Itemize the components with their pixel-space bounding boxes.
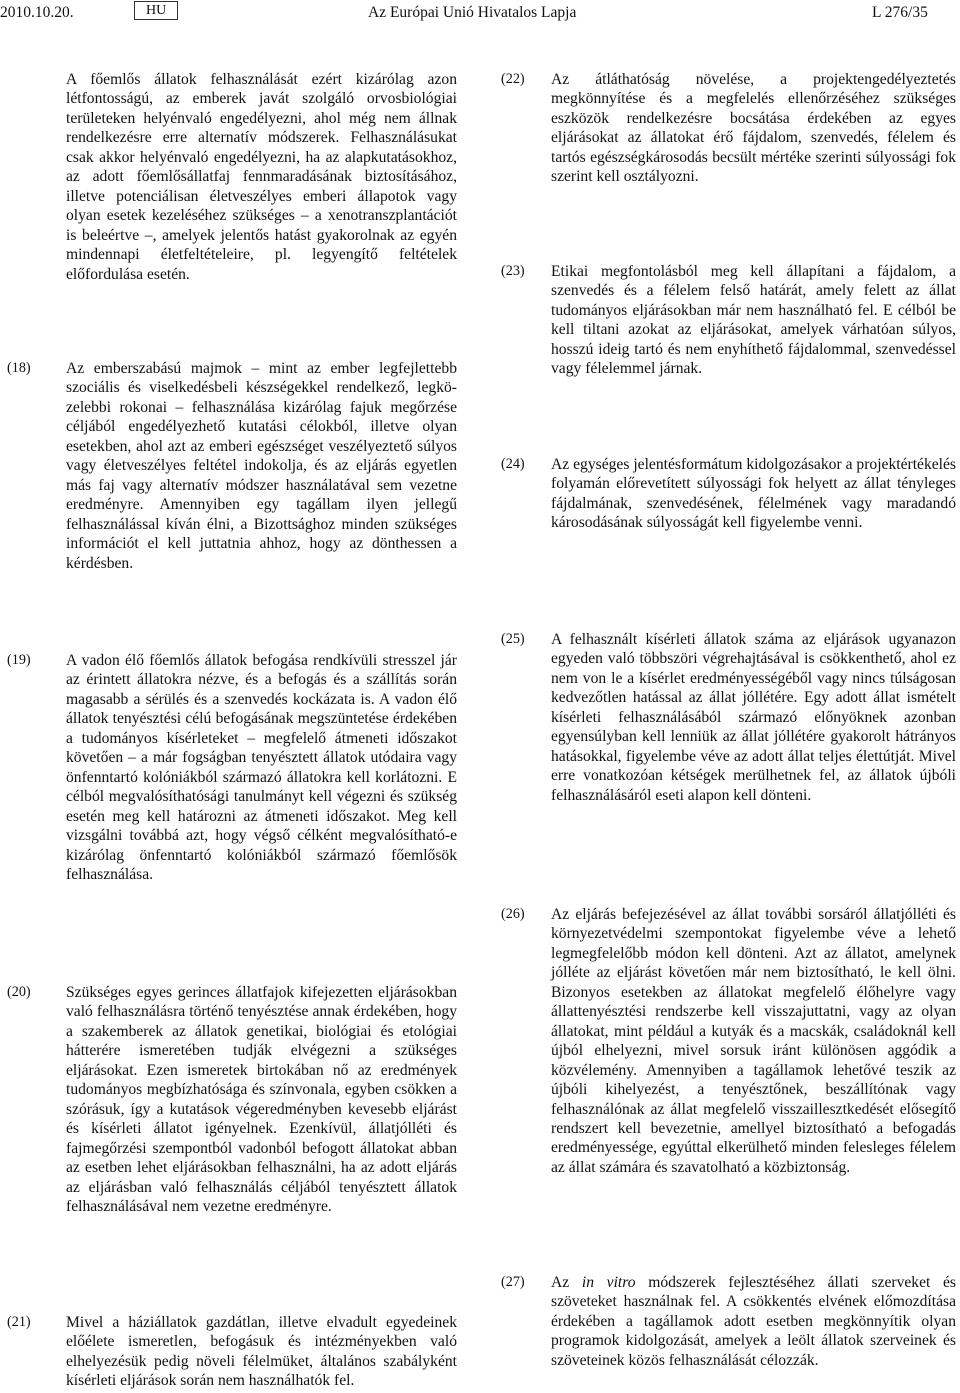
paragraph-27-text-start: Az bbox=[551, 1274, 582, 1291]
paragraph-20: Szükséges egyes gerinces állatfajok kifejezetten eljárásokban való felhasználásra történő tenyésztése annak érdekében, hogy a szakemberek az állatok genetikai, biológiai és etológiai hátterére ismeretében tudják elvégezni a szükséges eljárásokat. Ezen ismeretek birtokában nő az eredmények tudományos megbízhatósága és színvonala, egyben csökken a szórásuk, így a kutatások végeredményben kevesebb eljárást és kísérleti állatot igényelnek. Ezenkívül, állatjólléti és fajmegőrzési szempontból vadonból befogott állatokat abban az esetben lehet eljárásokban felhasználni, ha az adott eljárás az eljárásban való felhasználás céljából tenyésztett állatok felhasználásával nem vezetne eredményre. bbox=[66, 984, 457, 1215]
paragraph-19: A vadon élő főemlős állatok befogása rendkívüli stresszel jár az érintett állatokra nézve, és a befogás és a szállítás során magasabb a sérülés és a szenvedés kockázata is. A vadon élő állatok tenyésztési célú befogásának megszüntetése érdekében a tudományos kísérleteket – megfelelő átmeneti időszakot követően – a már fogságban tenyésztett állatok utódaira vagy önfenntartó kolóniákból származó állatokra kell korlátozni. E célból megvalósíthatósági tanulmányt kell végezni és szükség esetén meg kell határozni az átmeneti időszakot. Meg kell vizsgálni továbbá azt, hogy végső célként megvalósítható-e kizárólag önfenntartó kolóniákból származó főemlősök felhasználása. bbox=[66, 652, 457, 883]
paragraph-number: (25) bbox=[501, 631, 525, 647]
publication-date: 2010.10.20. bbox=[0, 4, 74, 21]
paragraph-number: (19) bbox=[7, 652, 31, 668]
paragraph-number: (23) bbox=[501, 263, 525, 279]
paragraph-27 bbox=[551, 1273, 956, 1370]
paragraph-27-text-end: módszerek fejlesztéséhez állati szerveket és szöveteket használnak fel. A csökkentés elvének előmozdítása érdekében a tagállamok adott esetben megkönnyítik olyan programok kidolgozását, amelyek a leölt állatok szerveinek és szöveteinek közös felhasználását célozzák. bbox=[551, 1274, 956, 1369]
paragraph-21: Mivel a háziállatok gazdátlan, illetve elvadult egyedeinek előélete ismeretlen, befogásuk és intézményekben való elhelyezésük pedig növeli félelmüket, általános szabályként kísérleti eljárások során nem használhatók fel. bbox=[66, 1314, 457, 1390]
paragraph-number: (21) bbox=[7, 1314, 31, 1330]
paragraph-23: Etikai megfontolásból meg kell állapítani a fájdalom, a szenvedés és a félelem felső határát, amely felett az állat tudományos eljárásokban már nem használható fel. E célból be kell tiltani azokat az eljárásokat, amelyek várhatóan súlyos, hosszú ideig tartó és nem enyhíthető fájdalommal, szenvedéssel vagy félelemmel járnak. bbox=[551, 263, 956, 378]
paragraph-17-continuation: A főemlős állatok felhasználását ezért kizárólag azon létfontosságú, az emberek javát szolgáló orvosbiológiai területeken helyénvaló engedélyezni, ahol még nem állnak rendelkezésre erre alternatív módszerek. Felhasználásukat csak akkor helyénvaló engedélyezni, ha az alapkutatásokhoz, az adott főemlősállatfaj fennmaradásának biztosításához, illetve potenciálisan életveszélyes emberi állapotok vagy olyan esetek kezeléséhez szükséges – a xenotranszplantációt is beleértve –, amelyek jelentős hatást gyakorolnak az egyén mindennapi életfeltételeire, pl. legyengítő feltételek előfordulása esetén. bbox=[66, 71, 457, 283]
journal-title: Az Európai Unió Hivatalos Lapja bbox=[368, 4, 577, 21]
page-number: L 276/35 bbox=[872, 4, 928, 21]
paragraph-25: A felhasznált kísérleti állatok száma az eljárások ugyanazon egyeden való többszöri végrehajtásával is csökkenthető, ahol ez nem von le a kísérlet eredményességéből vagy nincs túlságosan kedvezőtlen hatással az állat jóllétére. Egy adott állat ismételt kísérleti felhasználásából származó előnyöknek azonban egyensúlyban kell lenniük az állat jóllétére gyakorolt hátrányos hatásokkal, figyelembe véve az adott állat teljes élettútját. Mivel erre vonatkozóan kétségek merülhetnek fel, az állatok újbóli felhasználásáról eseti alapon kell dönteni. bbox=[551, 631, 956, 804]
paragraph-22: Az átláthatóság növelése, a projektengedélyeztetés megkönnyítése és a megfelelés ellenőrzéséhez szükséges eszközök rendelkezésre bocsátása érdekében az egyes eljárásokat az állatokat érő fájdalom, szenvedés, félelem és tartós egészségkárosodás becsült mértéke szerinti súlyossági fok szerint kell osztályozni. bbox=[551, 71, 956, 186]
paragraph-number: (18) bbox=[7, 360, 31, 376]
paragraph-number: (22) bbox=[501, 71, 525, 87]
paragraph-18: Az emberszabású majmok – mint az ember legfejlettebb szociális és viselkedésbeli készségekkel rendelkező, legközelebbi rokonai – felhasználása kizárólag fajuk megőrzése céljából engedélyezhető kutatási célokból, illetve olyan esetekben, ahol azt az emberi egészséget veszélyeztető súlyos vagy életveszélyes feltétel indokolja, és az eljárás egyetlen más faj vagy alternatív módszer használatával sem vezetne eredményre. Amennyiben egy tagállam ilyen jellegű felhasználással kíván élni, a Bizottsághoz minden szükséges információt el kell juttatnia ahhoz, hogy az dönthessen a kérdésben. bbox=[66, 360, 457, 572]
paragraph-number: (26) bbox=[501, 906, 525, 922]
language-badge: HU bbox=[134, 1, 178, 20]
paragraph-26: Az eljárás befejezésével az állat további sorsáról állatjólléti és környezetvédelmi szempontokat figyelembe véve a lehető legmegfelelőbb módon kell dönteni. Azt az állatot, amelynek jólléte az eljárást követően már nem biztosítható, le kell ölni. Bizonyos esetekben az állatokat megfelelő élőhelyre vagy állattenyésztési rendszerbe kell visszajuttatni, vagy az olyan állatokat, mint például a kutyák és a macskák, családoknál kell újból elhelyezni, mivel sorsuk iránt különösen aggódik a közvélemény. Amennyiben a tagállamok lehetővé teszik az újbóli kihelyezést, a tenyésztőnek, beszállítónak vagy felhasználónak az állat megfelelő visszaillesztkedését elősegítő rendszert kell bevezetnie, amellyel biztosítható a befogadás eredményessége, egyúttal elkerülhető minden felesleges félelem az állat számára és szavatolható a közbiztonság. bbox=[551, 906, 956, 1176]
paragraph-number: (24) bbox=[501, 456, 525, 472]
paragraph-number: (20) bbox=[7, 984, 31, 1000]
page-header bbox=[0, 0, 960, 26]
paragraph-number: (27) bbox=[501, 1274, 525, 1290]
paragraph-24: Az egységes jelentésformátum kidolgozásakor a projektértékelés folyamán előrevetített súlyossági fok helyett az állat tényleges fájdalmának, szenvedésének, félelmének vagy maradandó károsodásának súlyosságát kell figyelembe venni. bbox=[551, 456, 956, 532]
paragraph-27-italic-term: in vitro bbox=[581, 1274, 636, 1291]
